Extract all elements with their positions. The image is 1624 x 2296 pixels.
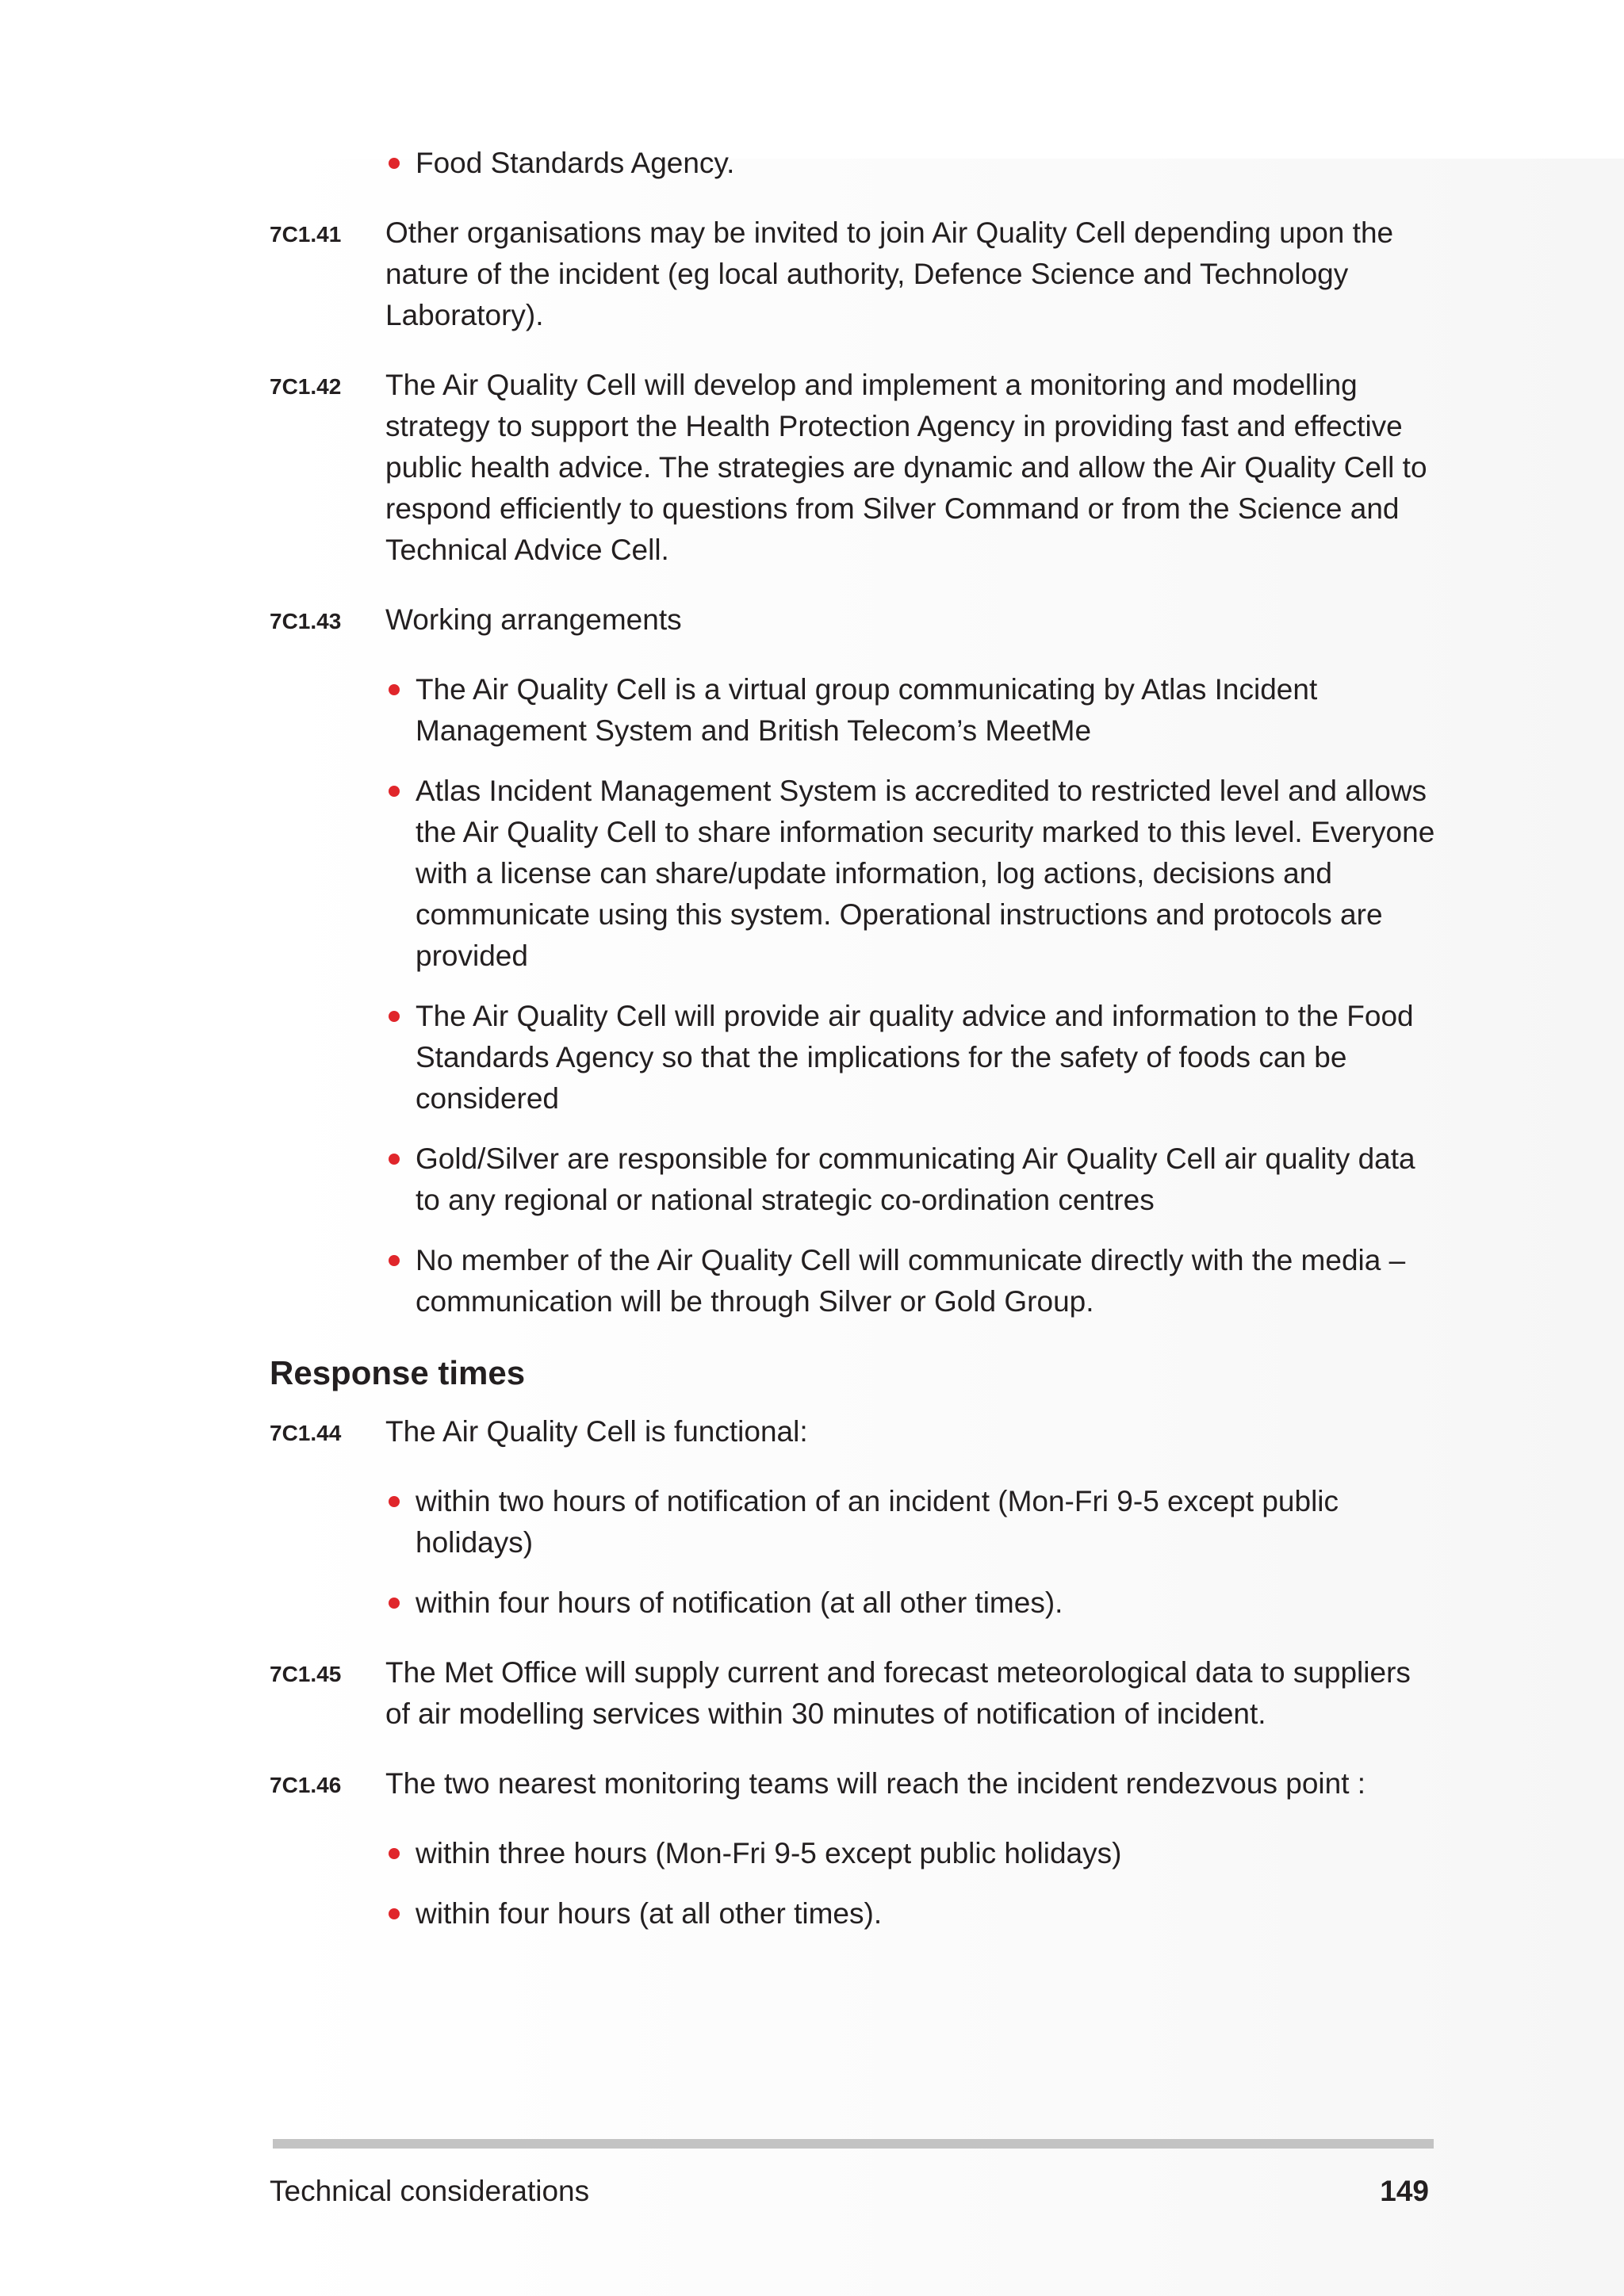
page-number: 149	[1380, 2175, 1429, 2207]
bullet-dot-icon	[389, 1011, 400, 1022]
list-item	[385, 996, 1435, 1119]
bullet-text: within two hours of notification of an incident (Mon-Fri 9-5 except public holidays)	[416, 1485, 1339, 1559]
paragraph-number: 7C1.43	[270, 609, 342, 633]
bullet-text: within three hours (Mon-Fri 9-5 except public holidays)	[416, 1837, 1122, 1869]
bullet-text: Food Standards Agency.	[416, 147, 735, 179]
bullet-dot-icon	[389, 1848, 400, 1859]
bullet-text: within four hours (at all other times).	[416, 1897, 883, 1930]
list-item	[385, 1582, 1435, 1624]
bullet-list-monitoring-teams	[385, 1833, 1435, 1934]
list-item	[385, 1138, 1435, 1221]
bullet-dot-icon	[389, 786, 400, 797]
paragraph-text: The Met Office will supply current and forecast meteorological data to suppliers of air modelling services within 30 minutes of notification of incident.	[385, 1656, 1411, 1730]
paragraph-number: 7C1.42	[270, 374, 342, 399]
bullet-dot-icon	[389, 1496, 400, 1507]
paragraph-text: The Air Quality Cell is functional:	[385, 1415, 808, 1448]
bullet-list-working-arrangements	[385, 669, 1435, 1322]
paragraph-7c1-42	[270, 365, 1435, 571]
footer-section-title: Technical considerations	[270, 2175, 590, 2207]
paragraph-text: The two nearest monitoring teams will reach the incident rendezvous point :	[385, 1767, 1366, 1800]
paragraph-7c1-45	[270, 1652, 1435, 1735]
paragraph-7c1-46	[270, 1763, 1435, 1804]
bullet-text: The Air Quality Cell is a virtual group communicating by Atlas Incident Management System and British Telecom’s MeetMe	[416, 673, 1318, 747]
footer-divider	[273, 2139, 1434, 2149]
paragraph-text: Other organisations may be invited to join Air Quality Cell depending upon the nature of the incident (eg local authority, Defence Science and Technology Laboratory).	[385, 216, 1394, 331]
bullet-dot-icon	[389, 1908, 400, 1919]
bullet-list-functional	[385, 1481, 1435, 1624]
bullet-dot-icon	[389, 684, 400, 695]
bullet-dot-icon	[389, 1598, 400, 1609]
list-item	[385, 669, 1435, 752]
bullet-text: within four hours of notification (at all other times).	[416, 1586, 1063, 1619]
paragraph-7c1-41	[270, 212, 1435, 336]
paragraph-7c1-43	[270, 599, 1435, 641]
bullet-text: No member of the Air Quality Cell will communicate directly with the media – communication will be through Silver or Gold Group.	[416, 1244, 1406, 1318]
list-item	[385, 143, 1435, 184]
paragraph-text: The Air Quality Cell will develop and implement a monitoring and modelling strategy to support the Health Protection Agency in providing fast and effective public health advice. The strategies are dynamic and allow the Air Quality Cell to respond efficiently to questions from Silver Command or from the Science and Technical Advice Cell.	[385, 369, 1427, 566]
list-item	[385, 1240, 1435, 1322]
document-body	[270, 143, 1435, 1963]
paragraph-number: 7C1.41	[270, 222, 342, 247]
paragraph-number: 7C1.46	[270, 1773, 342, 1797]
bullet-dot-icon	[389, 1154, 400, 1165]
list-item	[385, 1833, 1435, 1874]
section-heading: Response times	[270, 1354, 526, 1391]
list-item	[385, 1893, 1435, 1934]
list-item	[385, 771, 1435, 977]
list-item	[385, 1481, 1435, 1563]
bullet-text: Gold/Silver are responsible for communicating Air Quality Cell air quality data to any regional or national strategic co-ordination centres	[416, 1142, 1415, 1216]
bullet-dot-icon	[389, 158, 400, 169]
paragraph-text: Working arrangements	[385, 603, 682, 636]
paragraph-7c1-44	[270, 1411, 1435, 1452]
paragraph-number: 7C1.45	[270, 1662, 342, 1686]
bullet-list-top	[385, 143, 1435, 184]
bullet-text: The Air Quality Cell will provide air quality advice and information to the Food Standards Agency so that the implications for the safety of foods can be considered	[416, 1000, 1414, 1115]
bullet-dot-icon	[389, 1255, 400, 1266]
paragraph-number: 7C1.44	[270, 1421, 342, 1445]
bullet-text: Atlas Incident Management System is accredited to restricted level and allows the Air Quality Cell to share information security marked to this level. Everyone with a license can share/update information, log actions, decisions and communicate using this system. Operational instructions and protocols are provided	[416, 775, 1435, 972]
